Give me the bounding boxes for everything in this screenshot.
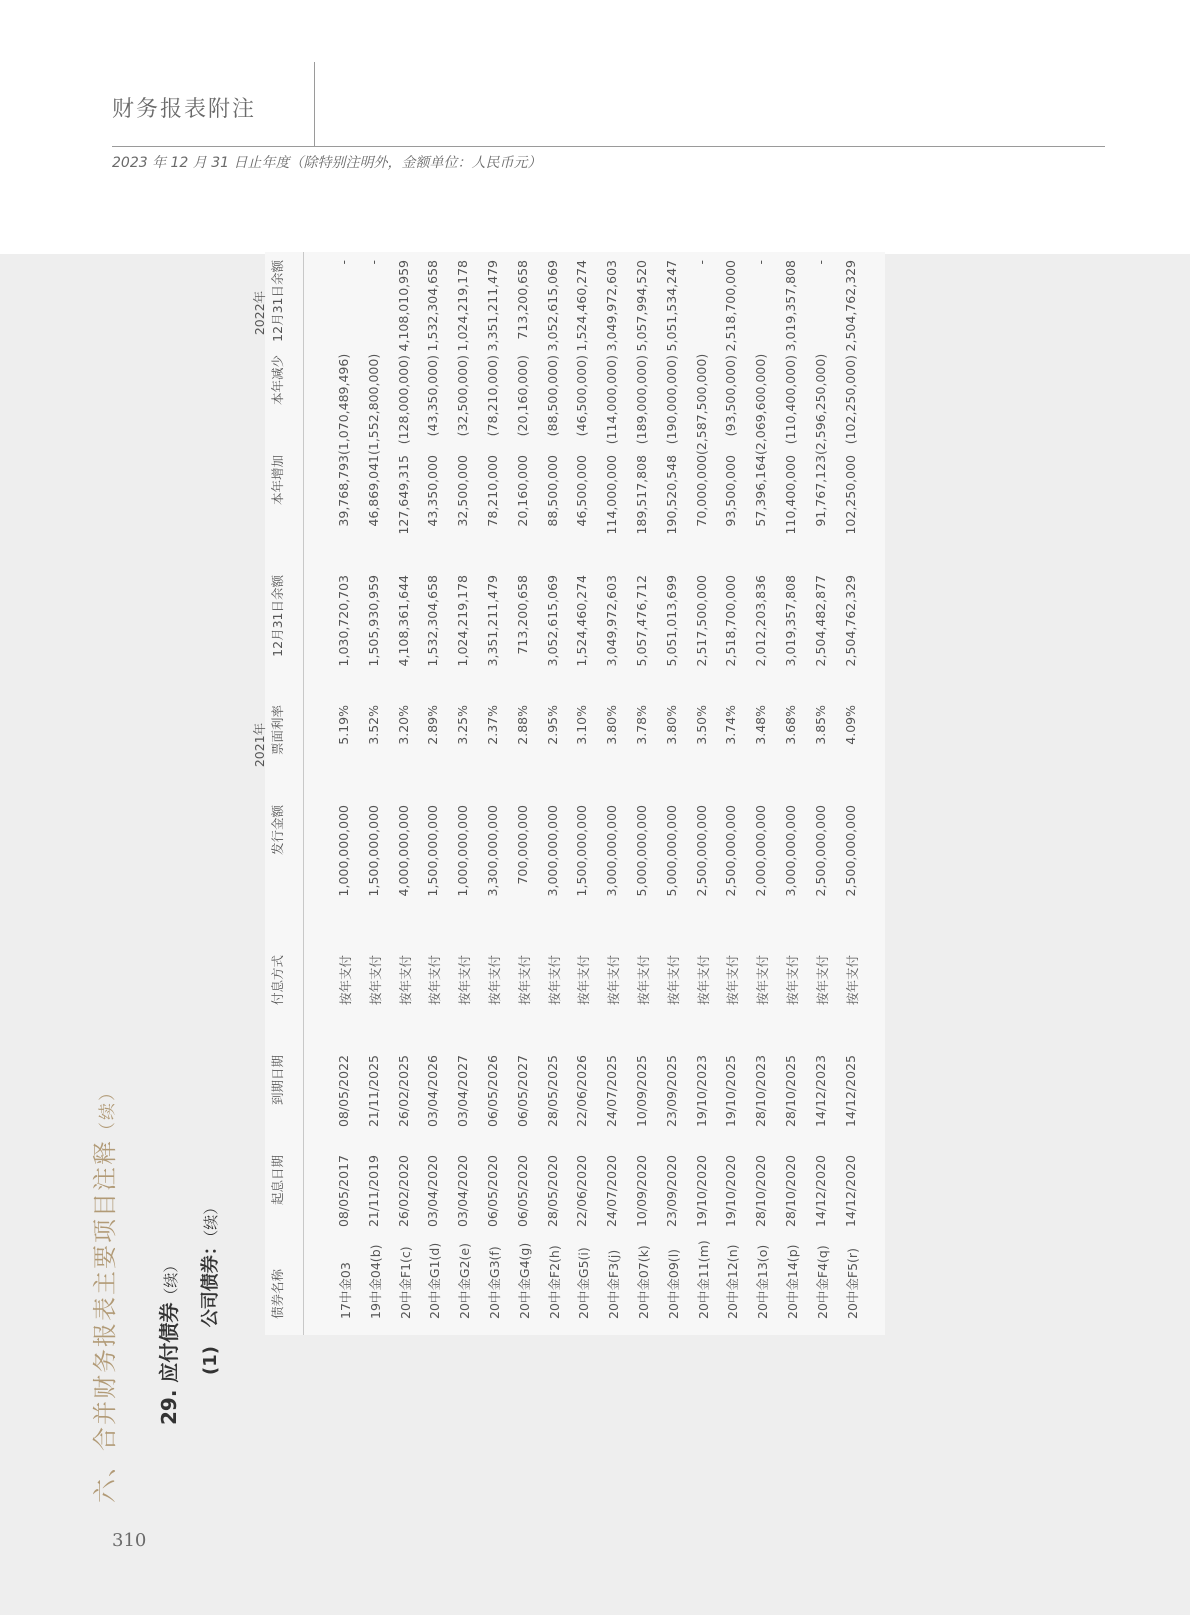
cell-coupon-rate: 3.10% bbox=[574, 705, 590, 745]
cell-increase: 88,500,000 bbox=[544, 455, 560, 527]
cell-issue-amount: 2,500,000,000 bbox=[812, 805, 828, 897]
cell-balance-2022: - bbox=[693, 260, 709, 265]
cell-issue-amount: 1,000,000,000 bbox=[455, 805, 471, 897]
cell-issue-amount: 1,000,000,000 bbox=[336, 805, 351, 897]
cell-coupon-rate: 3.80% bbox=[604, 705, 620, 745]
cell-balance-2022: 1,532,304,658 bbox=[425, 260, 441, 352]
cell-bond-name: 19中金04(b) bbox=[367, 1244, 383, 1319]
cell-maturity-date: 10/09/2025 bbox=[634, 1055, 649, 1128]
cell-maturity-date: 22/06/2026 bbox=[574, 1055, 590, 1128]
cell-issue-amount: 5,000,000,000 bbox=[663, 805, 679, 897]
cell-balance-2021: 713,200,658 bbox=[514, 575, 530, 655]
cell-increase: 91,767,123 bbox=[812, 455, 828, 527]
cell-maturity-date: 28/10/2023 bbox=[753, 1055, 769, 1128]
cell-issue-amount: 4,000,000,000 bbox=[395, 805, 411, 897]
cell-coupon-rate: 3.48% bbox=[753, 705, 769, 745]
group-header-2022: 2022年 bbox=[252, 290, 267, 336]
cell-balance-2021: 2,504,762,329 bbox=[842, 575, 858, 667]
cell-balance-2022: 1,524,460,274 bbox=[574, 260, 590, 352]
cell-start-date: 03/04/2020 bbox=[455, 1155, 471, 1228]
cell-maturity-date: 23/09/2025 bbox=[663, 1055, 679, 1128]
item-continued: （续） bbox=[202, 1199, 220, 1238]
cell-increase: 70,000,000 bbox=[693, 455, 709, 527]
cell-interest-method: 按年支付 bbox=[427, 955, 443, 1006]
cell-issue-amount: 1,500,000,000 bbox=[574, 805, 590, 897]
section-title bbox=[85, 1082, 120, 1503]
col-header-balance-2022: 12月31日余额 bbox=[270, 260, 285, 342]
group-header-2021: 2021年 bbox=[252, 722, 267, 768]
cell-balance-2022: 5,051,534,247 bbox=[663, 260, 679, 352]
cell-decrease: (190,000,000) bbox=[663, 355, 679, 445]
cell-balance-2021: 1,532,304,658 bbox=[425, 575, 441, 667]
cell-balance-2021: 3,049,972,603 bbox=[604, 575, 620, 667]
cell-increase: 43,350,000 bbox=[425, 455, 441, 527]
cell-decrease: (46,500,000) bbox=[574, 355, 590, 437]
cell-start-date: 24/07/2020 bbox=[604, 1155, 620, 1228]
col-header-start-date: 起息日期 bbox=[270, 1155, 285, 1206]
cell-coupon-rate: 2.88% bbox=[514, 705, 530, 745]
cell-issue-amount: 2,500,000,000 bbox=[693, 805, 709, 897]
cell-coupon-rate: 3.78% bbox=[634, 705, 649, 745]
subsection-title-text: 应付债券 bbox=[157, 1302, 181, 1383]
cell-interest-method: 按年支付 bbox=[606, 955, 622, 1006]
cell-start-date: 10/09/2020 bbox=[634, 1155, 649, 1228]
cell-issue-amount: 2,500,000,000 bbox=[723, 805, 739, 897]
cell-balance-2022: 5,057,994,520 bbox=[634, 260, 649, 352]
cell-balance-2021: 1,024,219,178 bbox=[455, 575, 471, 667]
col-header-balance-2021: 12月31日余额 bbox=[270, 575, 285, 657]
item-title-text: 公司债券： bbox=[200, 1237, 221, 1328]
cell-interest-method: 按年支付 bbox=[814, 955, 830, 1006]
cell-bond-name: 17中金03 bbox=[338, 1262, 353, 1319]
col-header-increase: 本年增加 bbox=[270, 455, 285, 506]
cell-increase: 189,517,808 bbox=[634, 455, 649, 535]
cell-balance-2021: 3,052,615,069 bbox=[544, 575, 560, 667]
cell-increase: 20,160,000 bbox=[514, 455, 530, 527]
cell-bond-name: 20中金G5(i) bbox=[576, 1247, 592, 1319]
cell-maturity-date: 03/04/2027 bbox=[455, 1055, 471, 1128]
cell-issue-amount: 1,500,000,000 bbox=[425, 805, 441, 897]
cell-decrease: (2,596,250,000) bbox=[812, 353, 828, 455]
cell-decrease: (93,500,000) bbox=[723, 355, 739, 437]
cell-balance-2022: 2,518,700,000 bbox=[723, 260, 739, 352]
cell-maturity-date: 24/07/2025 bbox=[604, 1055, 620, 1128]
cell-balance-2022: 3,049,972,603 bbox=[604, 260, 620, 352]
report-header-title: 财务报表附注 bbox=[112, 97, 257, 122]
col-header-amount: 发行金额 bbox=[270, 805, 285, 856]
cell-coupon-rate: 5.19% bbox=[336, 705, 351, 745]
cell-start-date: 19/10/2020 bbox=[723, 1155, 739, 1228]
cell-balance-2022: 3,351,211,479 bbox=[485, 260, 500, 352]
cell-decrease: (78,210,000) bbox=[485, 355, 500, 437]
cell-issue-amount: 700,000,000 bbox=[514, 805, 530, 885]
cell-interest-method: 按年支付 bbox=[636, 955, 651, 1006]
cell-balance-2022: - bbox=[753, 260, 769, 265]
section-continued: （续） bbox=[98, 1082, 118, 1139]
cell-start-date: 06/05/2020 bbox=[514, 1155, 530, 1228]
cell-decrease: (2,069,600,000) bbox=[753, 353, 769, 455]
cell-decrease: (2,587,500,000) bbox=[693, 353, 709, 455]
cell-balance-2021: 1,030,720,703 bbox=[336, 575, 351, 667]
cell-maturity-date: 28/05/2025 bbox=[544, 1055, 560, 1128]
subsection-number: 29. bbox=[157, 1389, 181, 1425]
cell-decrease: (110,400,000) bbox=[783, 355, 798, 445]
cell-balance-2021: 4,108,361,644 bbox=[395, 575, 411, 667]
cell-maturity-date: 06/05/2026 bbox=[485, 1055, 500, 1128]
cell-interest-method: 按年支付 bbox=[665, 955, 681, 1006]
cell-interest-method: 按年支付 bbox=[487, 955, 502, 1006]
page-number: 310 bbox=[112, 1530, 147, 1551]
cell-issue-amount: 3,000,000,000 bbox=[783, 805, 798, 897]
cell-maturity-date: 03/04/2026 bbox=[425, 1055, 441, 1128]
cell-coupon-rate: 3.74% bbox=[723, 705, 739, 745]
header-divider-horizontal bbox=[112, 146, 1105, 147]
cell-interest-method: 按年支付 bbox=[695, 955, 711, 1006]
cell-coupon-rate: 3.80% bbox=[663, 705, 679, 745]
cell-bond-name: 20中金F4(q) bbox=[814, 1245, 830, 1319]
cell-balance-2022: 2,504,762,329 bbox=[842, 260, 858, 352]
cell-decrease: (1,070,489,496) bbox=[336, 353, 351, 455]
cell-interest-method: 按年支付 bbox=[338, 955, 353, 1006]
cell-coupon-rate: 4.09% bbox=[842, 705, 858, 745]
cell-decrease: (114,000,000) bbox=[604, 355, 620, 445]
cell-coupon-rate: 2.89% bbox=[425, 705, 441, 745]
cell-increase: 114,000,000 bbox=[604, 455, 620, 535]
cell-bond-name: 20中金G4(g) bbox=[516, 1242, 532, 1319]
cell-bond-name: 20中金F2(h) bbox=[546, 1245, 562, 1319]
cell-bond-name: 20中金F1(c) bbox=[397, 1246, 413, 1319]
item-number: (1) bbox=[200, 1346, 221, 1375]
cell-start-date: 22/06/2020 bbox=[574, 1155, 590, 1228]
cell-issue-amount: 2,000,000,000 bbox=[753, 805, 769, 897]
cell-increase: 32,500,000 bbox=[455, 455, 471, 527]
rotated-content bbox=[0, 254, 1190, 1615]
item-title bbox=[196, 1200, 222, 1375]
cell-bond-name: 20中金11(m) bbox=[695, 1240, 711, 1319]
cell-decrease: (32,500,000) bbox=[455, 355, 471, 437]
table-header-rule bbox=[303, 252, 304, 1335]
cell-balance-2022: 4,108,010,959 bbox=[395, 260, 411, 352]
cell-interest-method: 按年支付 bbox=[516, 955, 532, 1006]
col-header-interest-method: 付息方式 bbox=[270, 955, 285, 1006]
cell-balance-2022: 3,052,615,069 bbox=[544, 260, 560, 352]
cell-start-date: 26/02/2020 bbox=[395, 1155, 411, 1228]
cell-bond-name: 20中金G2(e) bbox=[457, 1243, 473, 1319]
cell-decrease: (102,250,000) bbox=[842, 355, 858, 445]
cell-increase: 78,210,000 bbox=[485, 455, 500, 527]
cell-balance-2022: 1,024,219,178 bbox=[455, 260, 471, 352]
cell-interest-method: 按年支付 bbox=[576, 955, 592, 1006]
cell-bond-name: 20中金F5(r) bbox=[844, 1248, 860, 1319]
cell-decrease: (20,160,000) bbox=[514, 355, 530, 437]
cell-start-date: 08/05/2017 bbox=[336, 1155, 351, 1228]
cell-start-date: 28/10/2020 bbox=[753, 1155, 769, 1228]
cell-increase: 102,250,000 bbox=[842, 455, 858, 535]
cell-start-date: 23/09/2020 bbox=[663, 1155, 679, 1228]
cell-maturity-date: 08/05/2022 bbox=[336, 1055, 351, 1128]
cell-coupon-rate: 2.95% bbox=[544, 705, 560, 745]
cell-interest-method: 按年支付 bbox=[844, 955, 860, 1006]
cell-issue-amount: 1,500,000,000 bbox=[365, 805, 381, 897]
cell-coupon-rate: 3.52% bbox=[365, 705, 381, 745]
cell-issue-amount: 2,500,000,000 bbox=[842, 805, 858, 897]
col-header-maturity: 到期日期 bbox=[270, 1055, 285, 1106]
cell-balance-2021: 2,517,500,000 bbox=[693, 575, 709, 667]
cell-issue-amount: 3,300,000,000 bbox=[485, 805, 500, 897]
cell-coupon-rate: 2.37% bbox=[485, 705, 500, 745]
cell-decrease: (1,552,800,000) bbox=[365, 353, 381, 455]
cell-balance-2021: 1,505,930,959 bbox=[365, 575, 381, 667]
header-divider-vertical bbox=[314, 62, 315, 146]
cell-start-date: 19/10/2020 bbox=[693, 1155, 709, 1228]
cell-issue-amount: 5,000,000,000 bbox=[634, 805, 649, 897]
cell-bond-name: 20中金09(l) bbox=[665, 1248, 681, 1319]
cell-maturity-date: 06/05/2027 bbox=[514, 1055, 530, 1128]
cell-balance-2021: 2,518,700,000 bbox=[723, 575, 739, 667]
cell-coupon-rate: 3.25% bbox=[455, 705, 471, 745]
cell-increase: 46,869,041 bbox=[365, 455, 381, 527]
cell-balance-2021: 5,057,476,712 bbox=[634, 575, 649, 667]
cell-start-date: 03/04/2020 bbox=[425, 1155, 441, 1228]
cell-coupon-rate: 3.68% bbox=[783, 705, 798, 745]
cell-bond-name: 20中金12(n) bbox=[725, 1244, 741, 1319]
cell-balance-2021: 2,012,203,836 bbox=[753, 575, 769, 667]
cell-increase: 190,520,548 bbox=[663, 455, 679, 535]
cell-increase: 127,649,315 bbox=[395, 455, 411, 535]
cell-balance-2022: 3,019,357,808 bbox=[783, 260, 798, 352]
cell-issue-amount: 3,000,000,000 bbox=[604, 805, 620, 897]
cell-start-date: 14/12/2020 bbox=[842, 1155, 858, 1228]
cell-maturity-date: 28/10/2025 bbox=[783, 1055, 798, 1128]
col-header-name: 债券名称 bbox=[270, 1268, 285, 1319]
report-period-note: 2023 年 12 月 31 日止年度（除特别注明外，金额单位：人民币元） bbox=[112, 155, 542, 171]
cell-balance-2022: 713,200,658 bbox=[514, 260, 530, 340]
cell-balance-2021: 3,019,357,808 bbox=[783, 575, 798, 667]
cell-decrease: (189,000,000) bbox=[634, 355, 649, 445]
subsection-continued: （续） bbox=[162, 1257, 180, 1303]
cell-interest-method: 按年支付 bbox=[725, 955, 741, 1006]
cell-interest-method: 按年支付 bbox=[755, 955, 771, 1006]
cell-coupon-rate: 3.20% bbox=[395, 705, 411, 745]
cell-bond-name: 20中金G3(f) bbox=[487, 1246, 502, 1319]
cell-coupon-rate: 3.50% bbox=[693, 705, 709, 745]
cell-interest-method: 按年支付 bbox=[367, 955, 383, 1006]
cell-maturity-date: 21/11/2025 bbox=[365, 1055, 381, 1128]
cell-balance-2021: 1,524,460,274 bbox=[574, 575, 590, 667]
cell-issue-amount: 3,000,000,000 bbox=[544, 805, 560, 897]
cell-bond-name: 20中金13(o) bbox=[755, 1244, 771, 1319]
cell-maturity-date: 14/12/2025 bbox=[842, 1055, 858, 1128]
cell-balance-2022: - bbox=[812, 260, 828, 265]
cell-increase: 39,768,793 bbox=[336, 455, 351, 527]
cell-maturity-date: 26/02/2025 bbox=[395, 1055, 411, 1128]
cell-increase: 46,500,000 bbox=[574, 455, 590, 527]
cell-start-date: 28/10/2020 bbox=[783, 1155, 798, 1228]
cell-start-date: 28/05/2020 bbox=[544, 1155, 560, 1228]
cell-maturity-date: 19/10/2023 bbox=[693, 1055, 709, 1128]
cell-bond-name: 20中金14(p) bbox=[785, 1244, 800, 1319]
cell-increase: 110,400,000 bbox=[783, 455, 798, 535]
cell-bond-name: 20中金G1(d) bbox=[427, 1242, 443, 1319]
cell-balance-2021: 5,051,013,699 bbox=[663, 575, 679, 667]
subsection-title bbox=[153, 1258, 182, 1425]
cell-decrease: (43,350,000) bbox=[425, 355, 441, 437]
cell-maturity-date: 14/12/2023 bbox=[812, 1055, 828, 1128]
cell-balance-2021: 2,504,482,877 bbox=[812, 575, 828, 667]
col-header-decrease: 本年减少 bbox=[270, 355, 285, 406]
cell-start-date: 06/05/2020 bbox=[485, 1155, 500, 1228]
cell-start-date: 14/12/2020 bbox=[812, 1155, 828, 1228]
cell-balance-2021: 3,351,211,479 bbox=[485, 575, 500, 667]
cell-balance-2022: - bbox=[365, 260, 381, 265]
cell-decrease: (128,000,000) bbox=[395, 355, 411, 445]
cell-bond-name: 20中金07(k) bbox=[636, 1245, 651, 1319]
cell-bond-name: 20中金F3(j) bbox=[606, 1249, 622, 1319]
cell-interest-method: 按年支付 bbox=[397, 955, 413, 1006]
cell-increase: 57,396,164 bbox=[753, 455, 769, 527]
cell-interest-method: 按年支付 bbox=[546, 955, 562, 1006]
cell-interest-method: 按年支付 bbox=[785, 955, 800, 1006]
cell-interest-method: 按年支付 bbox=[457, 955, 473, 1006]
cell-start-date: 21/11/2019 bbox=[365, 1155, 381, 1228]
col-header-rate: 票面利率 bbox=[270, 705, 285, 756]
cell-balance-2022: - bbox=[336, 260, 351, 265]
cell-decrease: (88,500,000) bbox=[544, 355, 560, 437]
cell-coupon-rate: 3.85% bbox=[812, 705, 828, 745]
cell-maturity-date: 19/10/2025 bbox=[723, 1055, 739, 1128]
section-title-text: 六、合并财务报表主要项目注释 bbox=[91, 1139, 119, 1503]
cell-increase: 93,500,000 bbox=[723, 455, 739, 527]
